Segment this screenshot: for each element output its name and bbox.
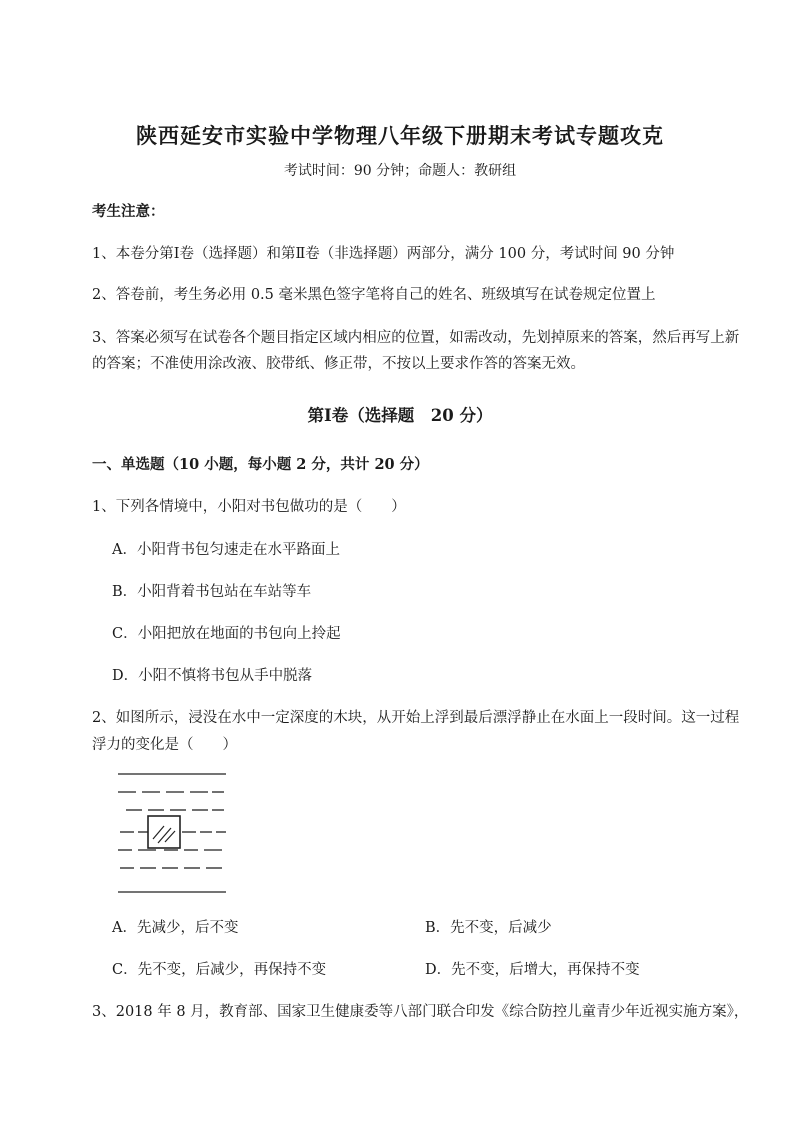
section-title: 第Ⅰ卷（选择题 20 分） (307, 406, 493, 425)
wooden-block (148, 816, 180, 848)
water-block-figure (112, 766, 232, 898)
question-1-option-c: C．小阳把放在地面的书包向上拎起 (112, 626, 341, 642)
exam-title: 陕西延安市实验中学物理八年级下册期末考试专题攻克 (136, 123, 664, 148)
question-1-option-b: B．小阳背着书包站在车站等车 (112, 584, 312, 600)
note-item-3: 3、答案必须写在试卷各个题目指定区域内相应的位置，如需改动，先划掉原来的答案，然后再写上新 (92, 330, 740, 346)
question-2-option-a: A．先减少，后不变 (112, 920, 239, 936)
question-2-option-c: C．先不变，后减少，再保持不变 (112, 962, 327, 978)
notes-heading: 考生注意： (92, 203, 165, 220)
question-2-stem-line1: 2、如图所示，浸没在水中一定深度的木块，从开始上浮到最后漂浮静止在水面上一段时间。这一过程 (92, 710, 740, 726)
question-1-stem: 1、下列各情境中，小阳对书包做功的是（ ） (92, 499, 406, 515)
note-item-3-cont: 的答案；不准使用涂改液、胶带纸、修正带，不按以上要求作答的答案无效。 (92, 356, 585, 372)
question-2-option-b: B．先不变，后减少 (425, 920, 552, 936)
note-item-2: 2、答卷前，考生务必用 0.5 毫米黑色签字笔将自己的姓名、班级填写在试卷规定位置上 (92, 287, 656, 303)
part-heading: 一、单选题（10 小题，每小题 2 分，共计 20 分） (92, 456, 429, 473)
exam-subtitle: 考试时间：90 分钟；命题人：教研组 (283, 163, 517, 179)
question-2-option-d: D．先不变，后增大，再保持不变 (425, 962, 640, 978)
question-3-stem: 3、2018 年 8 月，教育部、国家卫生健康委等八部门联合印发《综合防控儿童青少年近视实施方案》， (92, 1004, 749, 1020)
question-1-option-d: D．小阳不慎将书包从手中脱落 (112, 668, 313, 684)
question-2-stem-line2: 浮力的变化是（ ） (92, 737, 237, 753)
water-block-diagram (112, 766, 232, 898)
question-1-option-a: A．小阳背书包匀速走在水平路面上 (112, 542, 340, 558)
note-item-1: 1、本卷分第Ⅰ卷（选择题）和第Ⅱ卷（非选择题）两部分，满分 100 分，考试时间 90 分钟 (92, 246, 675, 262)
